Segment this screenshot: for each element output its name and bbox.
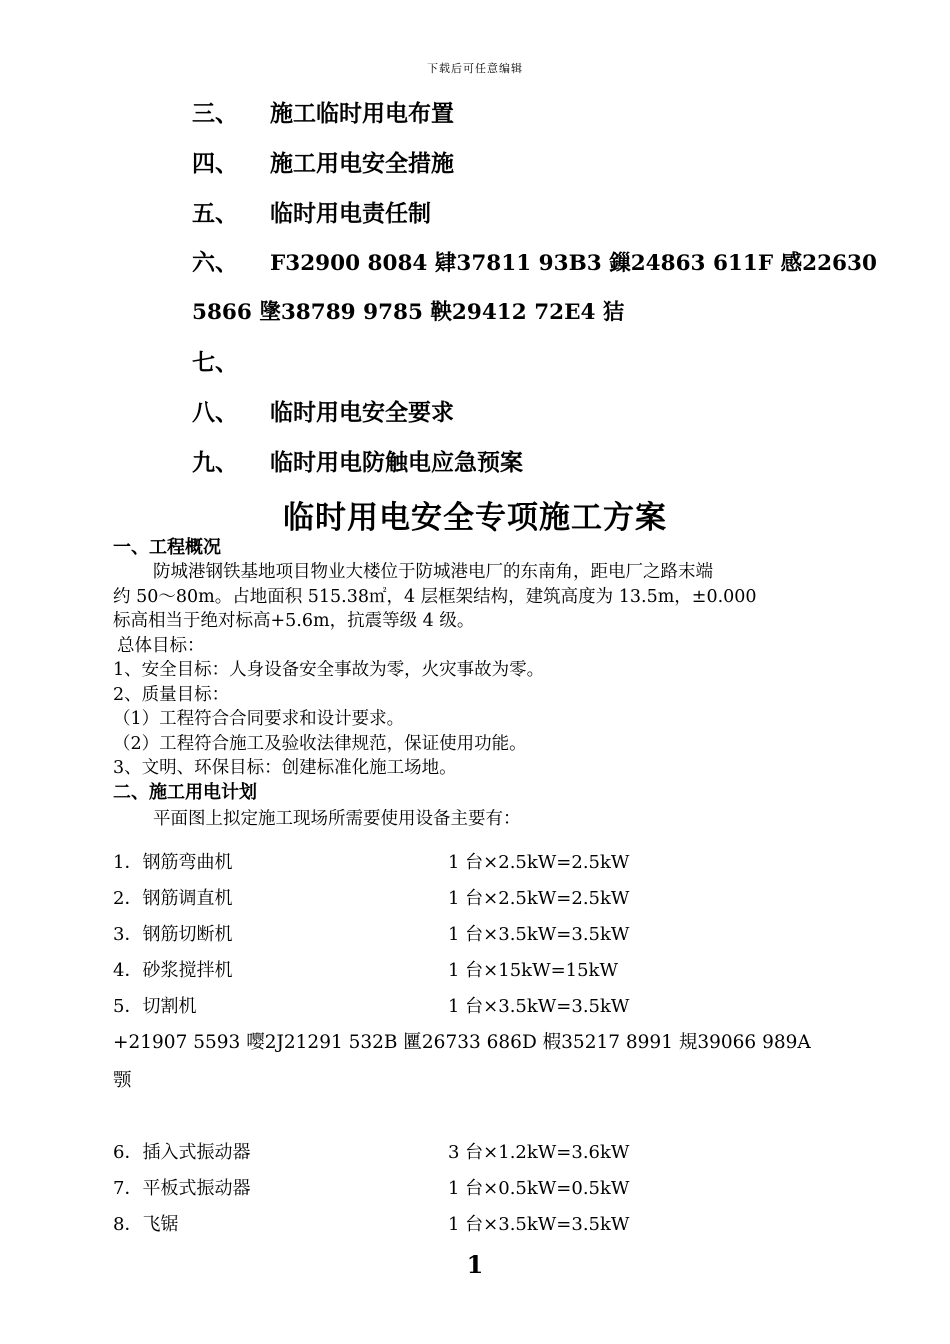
paragraph-line: 约 50～80m。占地面积 515.38㎡，4 层框架结构，建筑高度为 13.5m，±0.000: [113, 586, 757, 607]
section-heading: 二、施工用电计划: [113, 781, 257, 803]
equipment-spec: 3 台×1.2kW=3.6kW: [448, 1142, 630, 1163]
equipment-spec: 1 台×3.5kW=3.5kW: [448, 1214, 630, 1235]
equipment-row: [113, 992, 629, 1018]
garbled-line: +21907 5593 嘤2J21291 532B 匷26733 686D 椵35217 8991 規39066 989A: [113, 1032, 811, 1053]
equipment-row: [113, 848, 629, 874]
document-body: [113, 536, 885, 831]
equipment-row: [113, 1138, 629, 1164]
equipment-spec: 1 台×3.5kW=3.5kW: [448, 996, 630, 1017]
toc-item-label: 施工临时用电布置: [270, 100, 454, 127]
toc-item-label: 5866 墬38789 9785 鞅29412 72E4 狤: [192, 300, 625, 326]
goal-item: 1、安全目标：人身设备安全事故为零，火灾事故为零。: [113, 660, 545, 680]
equipment-spec: 1 台×15kW=15kW: [448, 960, 618, 981]
equipment-name: 2．钢筋调直机: [113, 888, 233, 909]
goal-subitem: （1）工程符合合同要求和设计要求。: [113, 709, 405, 729]
toc-item: [192, 441, 892, 491]
toc-item-number: 三、: [192, 100, 238, 127]
equipment-row: [113, 1210, 629, 1236]
toc-item: [192, 241, 892, 291]
document-title: 临时用电安全专项施工方案: [283, 500, 667, 536]
toc-item-number: 九、: [192, 448, 238, 476]
equipment-spec: 1 台×3.5kW=3.5kW: [448, 924, 630, 945]
toc-item-number: 六、: [192, 249, 238, 277]
toc-item-label: 临时用电责任制: [270, 199, 431, 227]
page-header-note: 下载后可任意编辑: [427, 62, 523, 75]
toc-item-label: 临时用电防触电应急预案: [270, 448, 523, 476]
equipment-spec: 1 台×0.5kW=0.5kW: [448, 1178, 630, 1199]
equipment-name: 4．砂浆搅拌机: [113, 960, 233, 981]
toc-item-number: 四、: [192, 149, 238, 177]
equipment-spec: 1 台×2.5kW=2.5kW: [448, 852, 630, 873]
section-intro: 平面图上拟定施工现场所需要使用设备主要有：: [153, 808, 521, 829]
equipment-row: [113, 956, 618, 982]
paragraph-line: 防城港钢铁基地项目物业大楼位于防城港电厂的东南角，距电厂之路末端: [153, 562, 713, 582]
equipment-name: 8．飞锯: [113, 1214, 179, 1235]
equipment-spec: 1 台×2.5kW=2.5kW: [448, 888, 630, 909]
equipment-name: 1．钢筋弯曲机: [113, 852, 233, 873]
equipment-name: 6．插入式振动器: [113, 1142, 251, 1163]
toc-item: [192, 142, 892, 192]
toc-item-label: 临时用电安全要求: [270, 398, 454, 426]
page-number: 1: [466, 1250, 484, 1279]
section-heading: 一、工程概况: [113, 537, 221, 558]
goals-title: 总体目标：: [117, 635, 205, 656]
toc-item: [192, 92, 892, 142]
toc-item-number: 五、: [192, 199, 238, 227]
equipment-row: [113, 920, 629, 946]
equipment-name: 3．钢筋切断机: [113, 924, 233, 945]
equipment-row: [113, 1174, 629, 1200]
toc-item: [192, 341, 892, 391]
toc-item: [192, 192, 892, 242]
goal-item: 3、文明、环保目标：创建标准化施工场地。: [113, 758, 457, 778]
garbled-line: 颚: [113, 1070, 132, 1091]
paragraph-line: 标高相当于绝对标高+5.6m，抗震等级 4 级。: [113, 611, 475, 631]
toc-item: [192, 391, 892, 441]
toc-item-number: 七、: [192, 348, 238, 376]
goal-subitem: （2）工程符合施工及验收法律规范，保证使用功能。: [113, 733, 527, 754]
equipment-name: 7．平板式振动器: [113, 1178, 251, 1199]
toc-item-number: 八、: [192, 398, 238, 426]
table-of-contents: [192, 92, 892, 490]
toc-item-label: F32900 8084 肄37811 93B3 鏁24863 611F 感22630: [270, 251, 877, 277]
toc-item-label: 施工用电安全措施: [270, 149, 454, 177]
goal-item: 2、质量目标：: [113, 684, 230, 705]
equipment-row: [113, 884, 629, 910]
equipment-name: 5．切割机: [113, 996, 197, 1017]
toc-item-continuation: [192, 291, 892, 341]
